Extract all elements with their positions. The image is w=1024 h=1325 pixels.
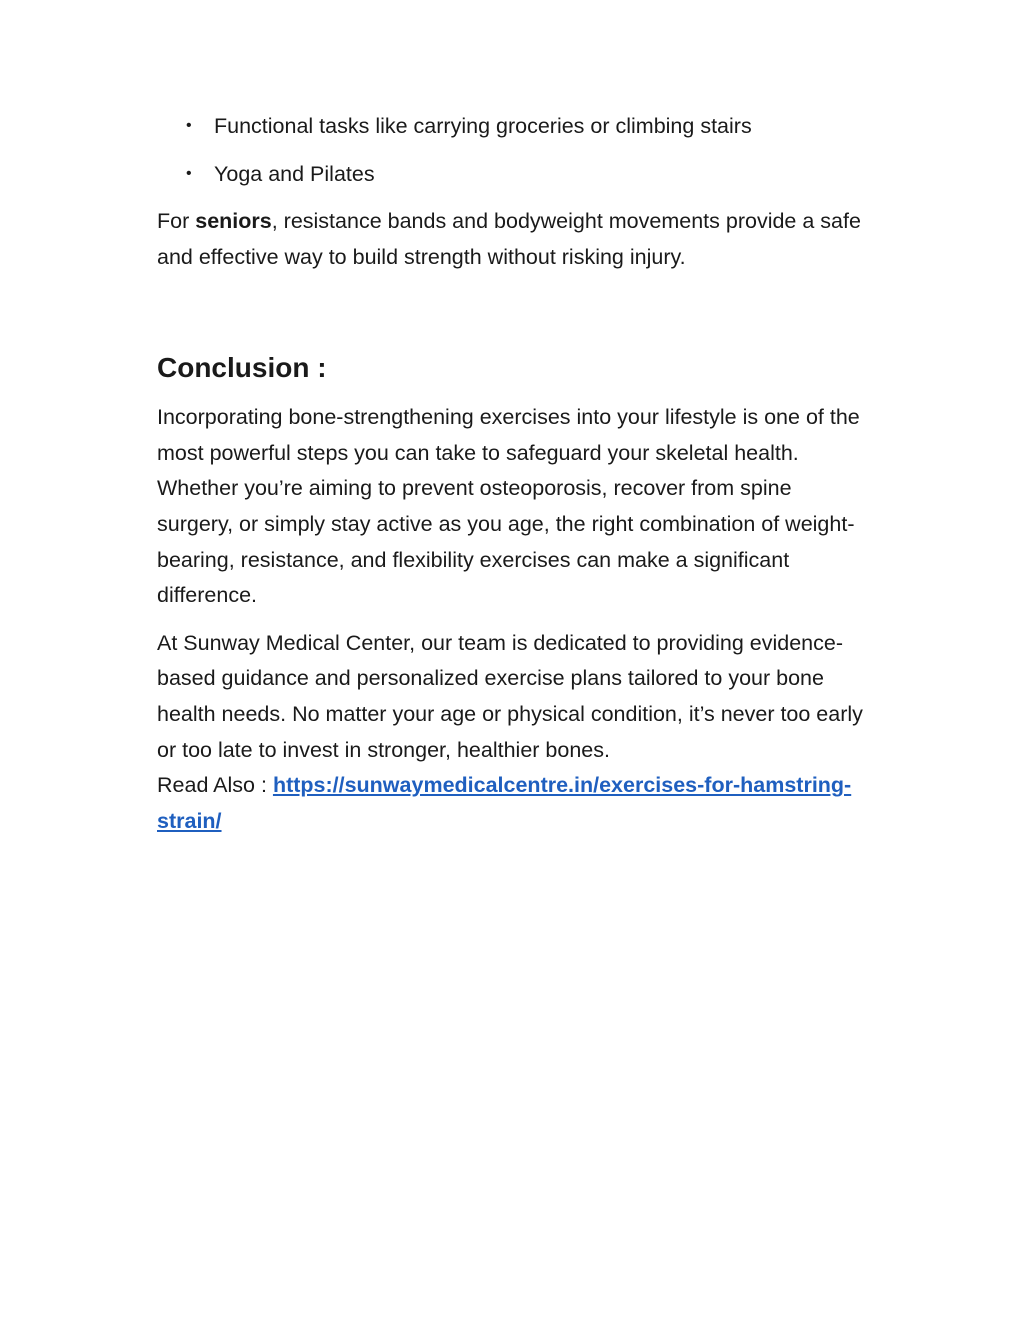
seniors-bold: seniors xyxy=(195,209,272,233)
bullet-dot-icon: • xyxy=(186,165,192,182)
bullet-text: Yoga and Pilates xyxy=(214,162,375,186)
conclusion-paragraph-2 xyxy=(157,626,869,840)
bullet-dot-icon: • xyxy=(186,117,192,134)
list-item xyxy=(157,108,869,144)
seniors-suffix: , resistance bands and bodyweight movements provide a safe and effective way to build strength without risking injury. xyxy=(157,209,861,269)
bullet-text: Functional tasks like carrying groceries or climbing stairs xyxy=(214,114,752,138)
list-item xyxy=(157,156,869,192)
conclusion-heading: Conclusion : xyxy=(157,352,327,384)
read-also-label: Read Also : xyxy=(157,773,273,798)
seniors-prefix: For xyxy=(157,209,196,233)
bullet-list xyxy=(157,108,869,192)
conclusion-paragraph-2-text: At Sunway Medical Center, our team is dedicated to providing evidence-based guidance and personalized exercise plans tailored to your bone health needs. No matter your age or physical condition, it’s never too early or too late to invest in stronger, healthier bones. xyxy=(157,630,863,762)
seniors-paragraph xyxy=(157,204,869,275)
read-also-link[interactable]: https://sunwaymedicalcentre.in/exercises-for-hamstring-strain/ xyxy=(157,773,852,833)
conclusion-paragraph-1: Incorporating bone-strengthening exercises into your lifestyle is one of the most powerful steps you can take to safeguard your skeletal health. Whether you’re aiming to prevent osteoporosis, recover from spine surgery, or simply stay active as you age, the right combination of weight-bearing, resistance, and flexibility exercises can make a significant difference. xyxy=(157,405,860,608)
document-page xyxy=(157,108,869,851)
